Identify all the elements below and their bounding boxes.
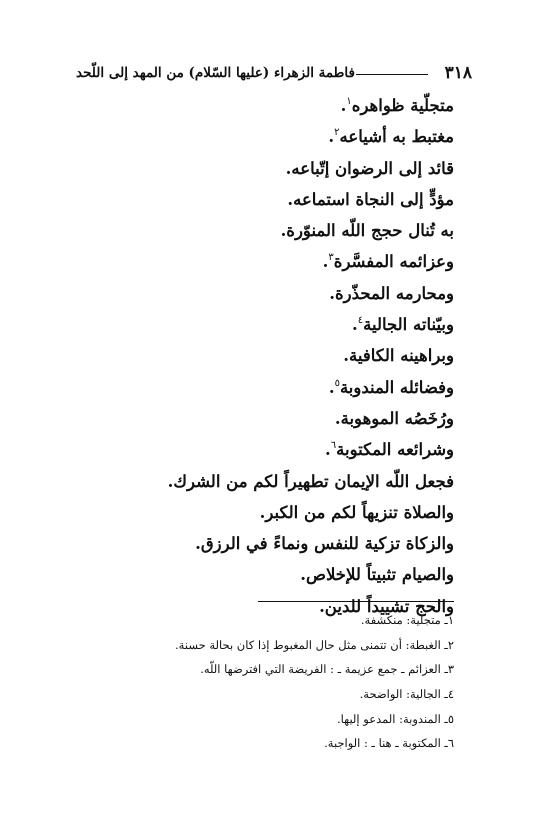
text-line [114,184,454,215]
header-divider [356,74,428,75]
line-text: وعزائمه المفسَّرة [333,252,454,272]
text-line [114,121,454,152]
footnotes [74,608,454,756]
line-period: . [328,377,335,397]
footnote-marker: ٢ [334,127,340,139]
text-line [114,497,454,528]
text-line [114,372,454,403]
line-text: وبيّناته الجالية [363,315,454,335]
line-period: . [340,96,347,115]
text-line [114,278,454,309]
sermon-text [114,90,454,622]
text-line [114,528,454,559]
line-text: وفضائله المندوبة [339,377,454,397]
footnote-marker: ٣ [328,252,334,264]
text-line [114,559,454,590]
footnote-divider [258,601,454,602]
line-text: به تُنال حجج اللّه المنوّرة. [280,221,454,241]
line-period: . [352,315,358,335]
text-line [114,309,454,340]
text-line [114,340,454,371]
line-text: قائد إلى الرضوان إتّباعه. [285,158,454,178]
line-text: ورُخَصُه الموهوبة. [334,408,454,428]
line-text: والحج تشييداً للدين. [319,596,454,616]
text-line [114,246,454,277]
line-period: . [328,127,335,147]
text-line [114,153,454,184]
page-header [76,62,472,86]
footnote: ٦ـ المكتوبة ـ هنا ـ : الواجبة. [324,736,454,751]
footnote: ٢ـ الغبطة: أن تتمنى مثل حال المغبوط إذا كان بحالة حسنة. [175,637,454,652]
line-text: والزكاة تزكية للنفس ونماءً في الرزق. [195,534,454,554]
text-line [114,466,454,497]
page-number: ٣١٨ [444,63,472,83]
line-text: ومحارمه المحذّرة. [329,283,454,303]
footnote: ٣ـ العزائم ـ جمع عزيمة ـ : الفريضة التي افترضها اللّه. [200,662,454,677]
line-text: فجعل اللّه الإيمان تطهيراً لكم من الشرك. [167,471,454,491]
line-text: وبراهينه الكافية. [343,346,454,366]
text-line [114,215,454,246]
footnote: ١ـ متجلية: منكشفة. [360,613,454,627]
footnote-marker: ٥ [334,377,340,389]
line-period: . [325,440,331,460]
footnote-marker: ٤ [357,315,364,327]
footnote-marker: ١ [346,96,352,107]
running-title: فاطمة الزهراء (عليها السّلام) من المهد إلى اللّحد [76,65,355,81]
line-text: وشرائعه المكتوبة [336,440,454,460]
footnote-marker: ٦ [330,440,337,452]
line-text: والصيام تثبيتاً للإخلاص. [300,565,454,585]
text-line [114,403,454,434]
line-period: . [322,252,329,272]
footnote: ٥ـ المندوبة: المدعو إليها. [337,711,454,726]
line-text: مغتبط به أشياعه [339,127,454,147]
text-line [114,434,454,465]
line-text: والصلاة تنزيهاً لكم من الكبر. [259,502,454,522]
text-line [114,90,454,121]
footnote: ٤ـ الجالية: الواضحة. [359,687,454,702]
line-text: متجلّية ظواهره [351,96,454,115]
line-text: مؤدٍّ إلى النجاة استماعه. [287,189,454,209]
